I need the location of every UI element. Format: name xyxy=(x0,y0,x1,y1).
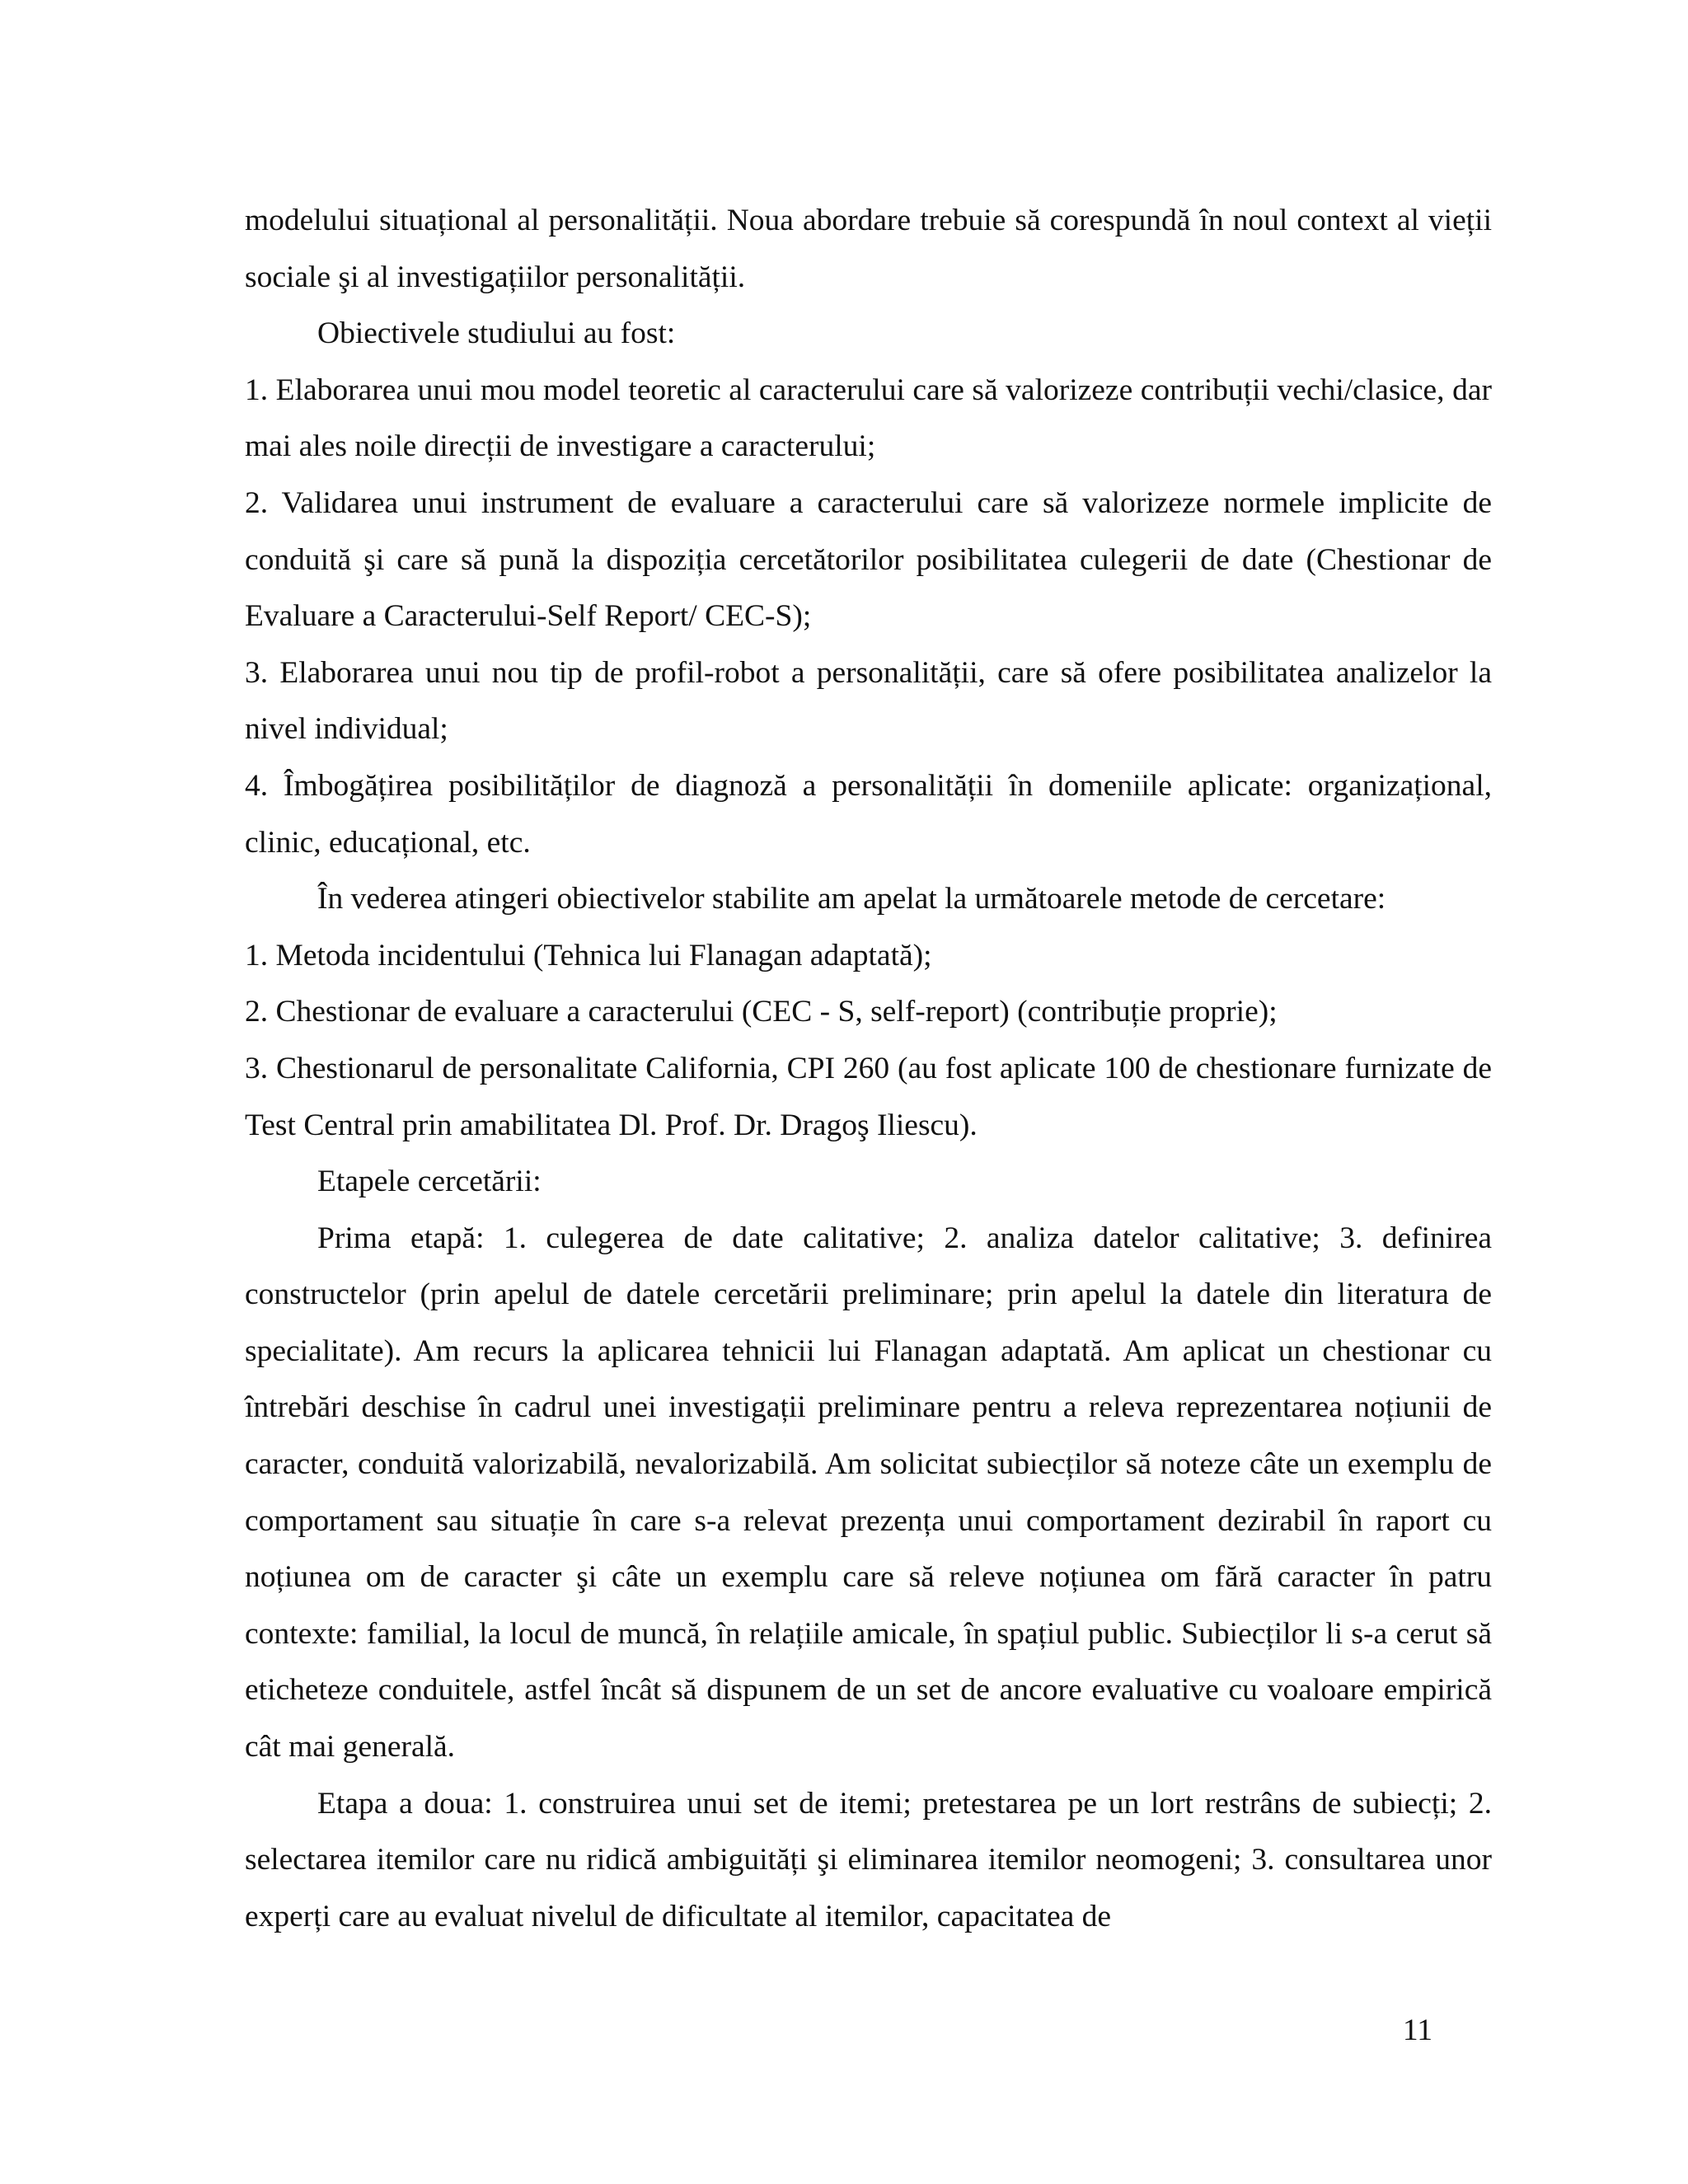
list-item: 3. Chestionarul de personalitate California, CPI 260 (au fost aplicate 100 de chestionare furnizate de Test Central prin amabilitatea Dl. Prof. Dr. Dragoş Iliescu). xyxy=(245,1051,1492,1142)
paragraph: În vederea atingeri obiectivelor stabilite am apelat la următoarele metode de cercetare: xyxy=(317,882,1386,916)
list-item: 3. Elaborarea unui nou tip de profil-robot a personalității, care să ofere posibilitatea analizelor la nivel individual; xyxy=(245,655,1492,747)
list-item: 1. Metoda incidentului (Tehnica lui Flanagan adaptată); xyxy=(245,938,932,972)
list-item: 2. Chestionar de evaluare a caracterului (CEC - S, self-report) (contribuție proprie); xyxy=(245,995,1278,1029)
list-item: 2. Validarea unui instrument de evaluare a caracterului care să valorizeze normele implicite de conduită şi care să pună la dispoziția cercetătorilor posibilitatea culegerii de date (Chestionar de Evaluare a Caracterului-Self Report/ CEC-S); xyxy=(245,485,1492,634)
list-item: 1. Elaborarea unui mou model teoretic al caracterului care să valorizeze contribuții vechi/clasice, dar mai ales noile direcții de investigare a caracterului; xyxy=(245,373,1492,464)
paragraph: Obiectivele studiului au fost: xyxy=(317,316,676,351)
paragraph: Etapele cercetării: xyxy=(317,1165,542,1199)
page-number: 11 xyxy=(1402,2013,1432,2047)
paragraph: Etapa a doua: 1. construirea unui set de itemi; pretestarea pe un lort restrâns de subiecți; 2. selectarea itemilor care nu ridică ambiguități şi eliminarea itemilor neomogeni; 3. consultarea unor experți care au evaluat nivelul de dificultate al itemilor, capacitatea de xyxy=(245,1786,1492,1933)
paragraph: Prima etapă: 1. culegerea de date calitative; 2. analiza datelor calitative; 3. definirea constructelor (prin apelul de datele cercetării preliminare; prin apelul la datele din literatura de specialitate). Am recurs la aplicarea tehnicii lui Flanagan adaptată. Am aplicat un chestionar cu întrebări deschise în cadrul unei investigații preliminare pentru a releva reprezentarea noțiunii de caracter, conduită valorizabilă, nevalorizabilă. Am solicitat subiecților să noteze câte un exemplu de comportament sau situație în care s-a relevat prezența unui comportament dezirabil în raport cu noțiunea om de caracter şi câte un exemplu care să releve noțiunea om fără caracter în patru contexte: familial, la locul de muncă, în relațiile amicale, în spațiul public. Subiecților li s-a cerut să eticheteze conduitele, astfel încât să dispunem de un set de ancore evaluative cu voaloare empirică cât mai generală. xyxy=(245,1221,1492,1765)
list-item: 4. Îmbogățirea posibilităților de diagnoză a personalității în domeniile aplicate: organizațional, clinic, educațional, etc. xyxy=(245,768,1492,860)
paragraph: modelului situațional al personalității. Noua abordare trebuie să corespundă în noul context al vieții sociale şi al investigațiilor personalității. xyxy=(245,204,1492,294)
body-text xyxy=(245,193,1492,1945)
